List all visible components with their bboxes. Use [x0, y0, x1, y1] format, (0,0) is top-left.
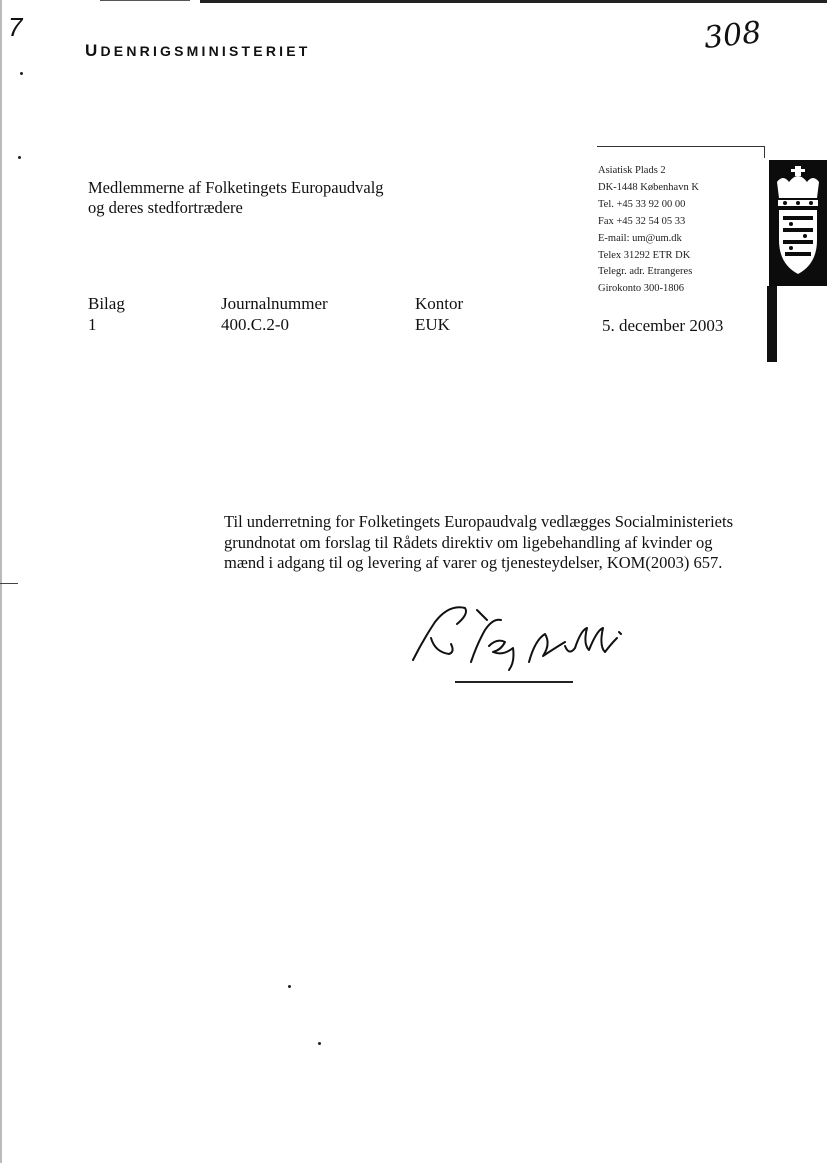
address-line: Telegr. adr. Etrangeres [598, 266, 693, 278]
corner-mark: 7 [8, 12, 23, 42]
page-number-handwritten: 308 [702, 15, 763, 56]
address-line: Tel. +45 33 92 00 00 [598, 198, 686, 210]
recipient-block [88, 178, 384, 218]
address-line: Telex 31292 ETR DK [598, 249, 691, 261]
scan-dot [288, 985, 291, 988]
scan-dot [18, 156, 21, 159]
journal-label: Journalnummer [221, 294, 328, 313]
scan-top-rule-thin [100, 0, 190, 1]
bilag-value: 1 [88, 315, 97, 334]
kontor-label: Kontor [415, 294, 464, 313]
address-line: DK-1448 København K [598, 181, 699, 193]
address-rule-tick [764, 146, 765, 158]
scan-dot [20, 72, 23, 75]
recipient-line-1: Medlemmerne af Folketingets Europaudvalg [88, 178, 384, 197]
address-rule [597, 146, 764, 147]
body-line-3: mænd i adgang til og levering af varer og tjenesteydelser, KOM(2003) 657. [224, 553, 723, 572]
address-block [598, 163, 699, 298]
bilag-label: Bilag [88, 294, 125, 313]
scan-top-rule [200, 0, 827, 3]
letter-date: 5. december 2003 [602, 316, 724, 335]
ministry-name [85, 41, 311, 61]
body-line-2: grundnotat om forslag til Rådets direktiv om ligebehandling af kvinder og [224, 532, 713, 552]
scan-mark-line [0, 583, 18, 584]
recipient-line-2: og deres stedfortrædere [88, 198, 243, 217]
ministry-name-rest: DENRIGSMINISTERIET [100, 43, 311, 59]
journal-value: 400.C.2-0 [221, 315, 289, 334]
kontor-value: EUK [415, 315, 450, 334]
body-line-1: Til underretning for Folketingets Europaudvalg vedlægges Socialministeriets [224, 512, 733, 531]
crest-strip [767, 286, 777, 362]
ministry-name-initial: U [85, 41, 101, 60]
address-line: Girokonto 300-1806 [598, 283, 685, 295]
body-paragraph [224, 512, 784, 574]
scan-dot [318, 1042, 321, 1045]
royal-crest-icon [769, 160, 827, 286]
address-line: E-mail: um@um.dk [598, 232, 682, 244]
signature-underline [455, 681, 573, 683]
handwritten-signature [405, 600, 635, 685]
scan-left-edge [0, 0, 2, 1163]
address-line: Asiatisk Plads 2 [598, 165, 666, 176]
address-line: Fax +45 32 54 05 33 [598, 215, 686, 227]
